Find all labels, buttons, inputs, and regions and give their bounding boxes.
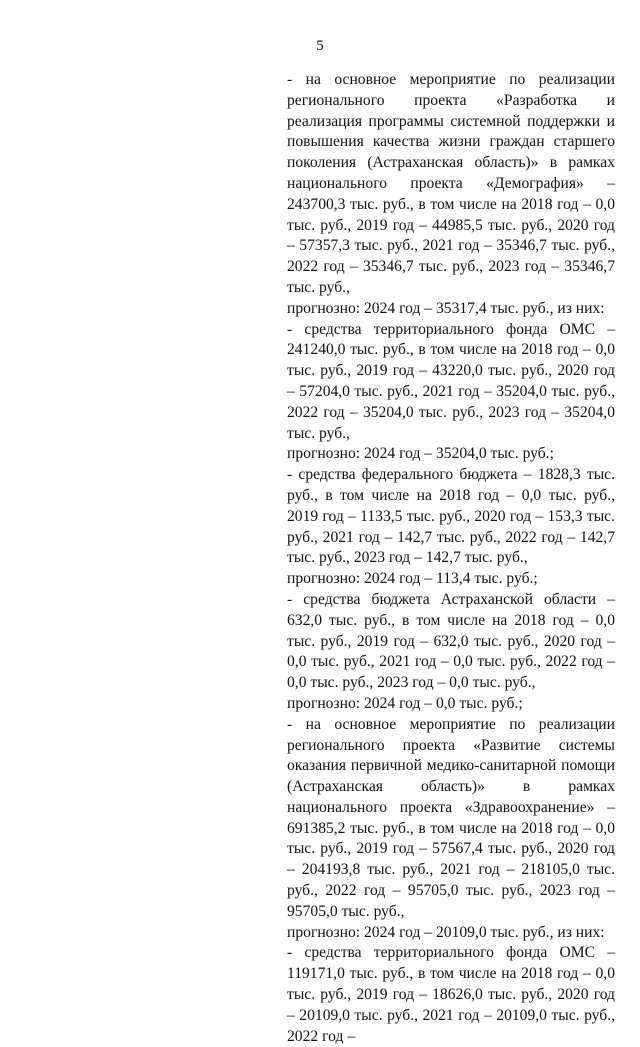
paragraph-forecast-2024: прогнозно: 2024 год – 35317,4 тыс. руб., из них:: [287, 299, 605, 317]
paragraph-oms-funds: - средства территориального фонда ОМС – 119171,0 тыс. руб., в том числе на 2018 год – 0,0 тыс. руб., 2019 год – 18626,0 тыс. руб., 2020 год – 20109,0 тыс. руб., 2021 год – 20109,0 тыс. руб., 2022 год –: [287, 944, 615, 1045]
paragraph-regional-budget: - средства бюджета Астраханской области – 632,0 тыс. руб., в том числе на 2018 год – 0,0 тыс. руб., 2019 год – 632,0 тыс. руб., 2020 год – 0,0 тыс. руб., 2021 год – 0,0 тыс. руб., 2022 год – 0,0 тыс. руб., 2023 год – 0,0 тыс. руб.,: [287, 590, 615, 692]
paragraph-federal-budget: - средства федерального бюджета – 1828,3 тыс. руб., в том числе на 2018 год – 0,0 тыс. руб., 2019 год – 1133,5 тыс. руб., 2020 год – 153,3 тыс. руб., 2021 год – 142,7 тыс. руб., 2022 год – 142,7 тыс. руб., 2023 год – 142,7 тыс. руб.,: [287, 466, 615, 567]
paragraph-forecast-2024: прогнозно: 2024 год – 20109,0 тыс. руб., из них:: [287, 923, 605, 941]
paragraph-demography-project: - на основное мероприятие по реализации регионального проекта «Разработка и реализация программы системной поддержки и повышения качества жизни граждан старшего поколения (Астраханская область)» в рамках национального проекта «Демография» – 243700,3 тыс. руб., в том числе на 2018 год – 0,0 тыс. руб., 2019 год – 44985,5 тыс. руб., 2020 год – 57357,3 тыс. руб., 2021 год – 35346,7 тыс. руб., 2022 год – 35346,7 тыс. руб., 2023 год – 35346,7 тыс. руб.,: [287, 71, 615, 296]
page-number: 5: [316, 38, 324, 54]
paragraph-forecast-2024: прогнозно: 2024 год – 35204,0 тыс. руб.;: [287, 445, 554, 463]
document-body: [287, 70, 615, 1047]
paragraph-healthcare-project: - на основное мероприятие по реализации регионального проекта «Развитие системы оказания первичной медико-санитарной помощи (Астраханская область)» в рамках национального проекта «Здравоохранение» – 691385,2 тыс. руб., в том числе на 2018 год – 0,0 тыс. руб., 2019 год – 57567,4 тыс. руб., 2020 год – 204193,8 тыс. руб., 2021 год – 218105,0 тыс. руб., 2022 год – 95705,0 тыс. руб., 2023 год – 95705,0 тыс. руб.,: [287, 715, 615, 920]
paragraph-oms-funds: - средства территориального фонда ОМС – 241240,0 тыс. руб., в том числе на 2018 год – 0,0 тыс. руб., 2019 год – 43220,0 тыс. руб., 2020 год – 57204,0 тыс. руб., 2021 год – 35204,0 тыс. руб., 2022 год – 35204,0 тыс. руб., 2023 год – 35204,0 тыс. руб.,: [287, 320, 615, 442]
paragraph-forecast-2024: прогнозно: 2024 год – 113,4 тыс. руб.;: [287, 570, 538, 588]
paragraph-forecast-2024: прогнозно: 2024 год – 0,0 тыс. руб.;: [287, 694, 523, 712]
